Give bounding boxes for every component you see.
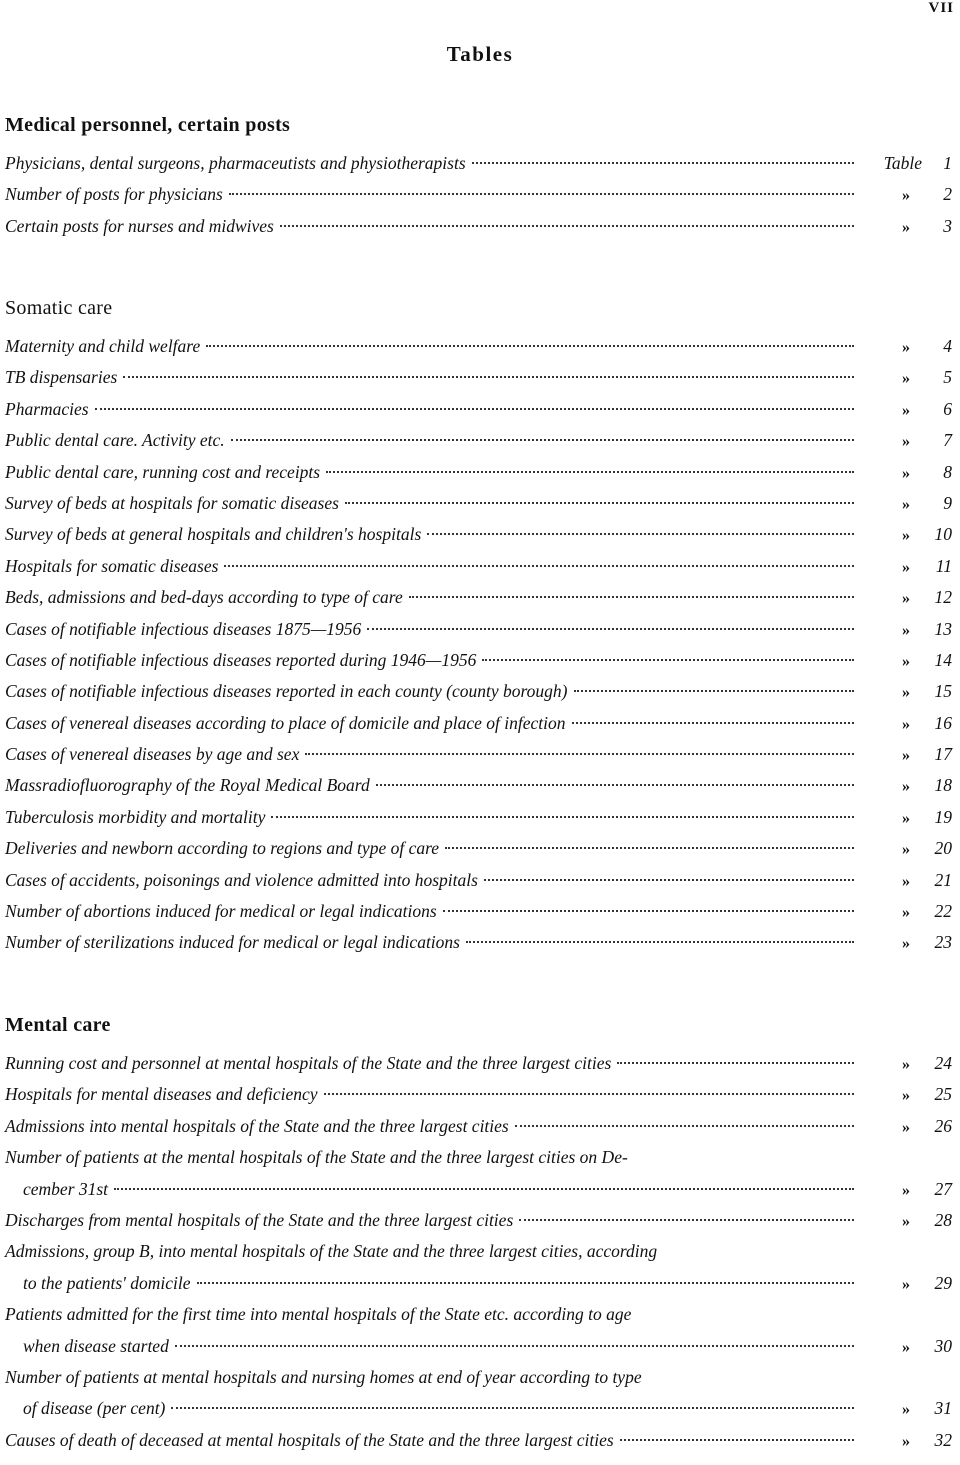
- toc-entry: [0, 457, 960, 488]
- toc-entry: [0, 582, 960, 613]
- toc-entry: [0, 676, 960, 707]
- ditto-mark: »: [902, 218, 910, 236]
- dot-leader: [445, 847, 854, 849]
- dot-leader: [574, 690, 855, 692]
- toc-entry: [0, 1299, 960, 1362]
- table-number: 31: [934, 1398, 952, 1419]
- table-number: 5: [943, 367, 952, 388]
- dot-leader: [484, 879, 854, 881]
- dot-leader: [271, 816, 854, 818]
- ditto-mark: »: [902, 904, 910, 922]
- table-reference: [860, 676, 952, 708]
- dot-leader: [231, 439, 854, 441]
- toc-entry: [0, 1111, 960, 1142]
- ditto-mark: »: [902, 809, 910, 827]
- ditto-mark: »: [902, 370, 910, 388]
- table-reference: [860, 148, 952, 179]
- table-number: 1: [943, 153, 952, 173]
- dot-leader: [345, 502, 854, 504]
- entry-title: Admissions, group B, into mental hospitals of the State and the three largest cities, according: [5, 1241, 658, 1262]
- dot-leader: [620, 1439, 854, 1441]
- table-reference: [860, 1205, 952, 1237]
- table-number: 6: [943, 398, 952, 419]
- ditto-mark: »: [902, 935, 910, 953]
- dot-leader: [175, 1345, 854, 1347]
- section-heading: Mental care: [5, 1014, 111, 1036]
- table-number: 13: [934, 618, 952, 639]
- table-number: 21: [934, 869, 952, 890]
- entry-title: Pharmacies: [5, 398, 89, 419]
- entry-title: Cases of accidents, poisonings and violence admitted into hospitals: [5, 869, 478, 890]
- ditto-mark: »: [902, 464, 910, 482]
- ditto-mark: »: [902, 1432, 910, 1450]
- table-reference: [860, 1111, 952, 1143]
- toc-entry: [0, 1205, 960, 1236]
- table-reference: [860, 927, 952, 959]
- table-number: 10: [934, 524, 952, 545]
- toc-entry: [0, 739, 960, 770]
- entry-title: Cases of notifiable infectious diseases reported in each county (county borough): [5, 681, 568, 702]
- table-number: 17: [934, 744, 952, 765]
- entry-title: Discharges from mental hospitals of the State and the three largest cities: [5, 1209, 514, 1230]
- toc-entry: [0, 1079, 960, 1110]
- table-number: 20: [934, 838, 952, 859]
- toc-list: [0, 1048, 960, 1456]
- table-number: 27: [934, 1178, 952, 1199]
- dot-leader: [572, 722, 854, 724]
- ditto-mark: »: [902, 1338, 910, 1356]
- table-number: 18: [934, 775, 952, 796]
- section-mental-care: [0, 1010, 960, 1456]
- dot-leader: [224, 565, 854, 567]
- toc-entry: [0, 833, 960, 864]
- dot-leader: [305, 753, 854, 755]
- table-reference: [860, 551, 952, 583]
- dot-leader: [443, 910, 854, 912]
- toc-entry: [0, 1425, 960, 1456]
- table-number: 15: [934, 681, 952, 702]
- table-number: 12: [934, 587, 952, 608]
- toc-entry: [0, 362, 960, 393]
- toc-entry: [0, 802, 960, 833]
- ditto-mark: »: [902, 558, 910, 576]
- table-reference: [860, 1048, 952, 1080]
- entry-title: Survey of beds at hospitals for somatic diseases: [5, 492, 339, 513]
- toc-entry: [0, 148, 960, 179]
- entry-title: Number of patients at the mental hospitals of the State and the three largest cities on De-: [5, 1147, 628, 1168]
- dot-leader: [367, 628, 854, 630]
- entry-title-continuation: when disease started: [23, 1335, 169, 1356]
- dot-leader: [409, 596, 854, 598]
- dot-leader: [427, 533, 854, 535]
- dot-leader: [482, 659, 854, 661]
- entry-title: Massradiofluorography of the Royal Medical Board: [5, 775, 370, 796]
- entry-title: Public dental care. Activity etc.: [5, 430, 225, 451]
- toc-entry: [0, 1048, 960, 1079]
- section-heading: Medical personnel, certain posts: [5, 114, 291, 136]
- page-number: VII: [928, 0, 954, 16]
- ditto-mark: »: [902, 872, 910, 890]
- entry-title: Maternity and child welfare: [5, 336, 201, 356]
- table-reference: [860, 1174, 952, 1206]
- entry-title: Cases of notifiable infectious diseases reported during 1946—1956: [5, 649, 477, 670]
- ditto-mark: »: [902, 401, 910, 419]
- table-reference: [860, 1393, 952, 1425]
- table-reference: [860, 708, 952, 740]
- table-label: Table: [883, 153, 922, 173]
- table-reference: [860, 1331, 952, 1363]
- table-reference: [860, 362, 952, 394]
- dot-leader: [515, 1125, 854, 1127]
- toc-entry: [0, 614, 960, 645]
- entry-title: Public dental care, running cost and receipts: [5, 461, 321, 482]
- toc-list: [0, 148, 960, 242]
- entry-title: Survey of beds at general hospitals and children's hospitals: [5, 524, 422, 545]
- toc-entry: [0, 179, 960, 210]
- entry-title: TB dispensaries: [5, 367, 118, 388]
- table-number: 24: [934, 1053, 952, 1073]
- table-number: 28: [934, 1209, 952, 1230]
- entry-title: Cases of notifiable infectious diseases 1875—1956: [5, 618, 362, 639]
- table-reference: [860, 331, 952, 363]
- toc-entry: [0, 488, 960, 519]
- ditto-mark: »: [902, 339, 910, 356]
- toc-entry: [0, 331, 960, 362]
- dot-leader: [114, 1188, 854, 1190]
- ditto-mark: »: [902, 187, 910, 205]
- entry-title: Number of posts for physicians: [5, 184, 223, 205]
- table-number: 14: [934, 649, 952, 670]
- ditto-mark: »: [902, 1212, 910, 1230]
- table-reference: [860, 179, 952, 211]
- section-medical-personnel: [0, 110, 960, 242]
- table-number: 3: [943, 215, 952, 236]
- dot-leader: [326, 471, 854, 473]
- entry-title: Hospitals for mental diseases and deficiency: [5, 1084, 318, 1105]
- ditto-mark: »: [902, 527, 910, 545]
- dot-leader: [280, 225, 854, 227]
- dot-leader: [229, 193, 854, 195]
- entry-title: Number of patients at mental hospitals and nursing homes at end of year according to type: [5, 1366, 642, 1387]
- toc-entry: [0, 1236, 960, 1299]
- dot-leader: [472, 162, 854, 164]
- table-reference: [860, 802, 952, 834]
- ditto-mark: »: [902, 1118, 910, 1136]
- dot-leader: [197, 1282, 854, 1284]
- entry-title: Patients admitted for the first time into mental hospitals of the State etc. according to age: [5, 1304, 632, 1325]
- table-reference: [860, 425, 952, 457]
- table-number: 30: [934, 1335, 952, 1356]
- entry-title: Cases of venereal diseases according to place of domicile and place of infection: [5, 712, 566, 733]
- entry-title: Cases of venereal diseases by age and sex: [5, 744, 300, 765]
- toc-entry: [0, 425, 960, 456]
- entry-title: Number of abortions induced for medical or legal indications: [5, 901, 437, 922]
- table-number: 11: [935, 555, 952, 576]
- ditto-mark: »: [902, 495, 910, 513]
- table-number: 16: [934, 712, 952, 733]
- table-reference: [860, 1425, 952, 1457]
- ditto-mark: »: [902, 1181, 910, 1199]
- entry-title: Beds, admissions and bed-days according to type of care: [5, 587, 403, 608]
- ditto-mark: »: [902, 1087, 910, 1105]
- table-reference: [860, 896, 952, 928]
- toc-entry: [0, 551, 960, 582]
- dot-leader: [95, 408, 854, 410]
- table-reference: [860, 614, 952, 646]
- ditto-mark: »: [902, 590, 910, 608]
- toc-entry: [0, 927, 960, 958]
- table-number: 22: [934, 901, 952, 922]
- table-reference: [860, 770, 952, 802]
- toc-entry: [0, 519, 960, 550]
- table-number: 25: [934, 1084, 952, 1105]
- dot-leader: [617, 1062, 854, 1064]
- ditto-mark: »: [902, 652, 910, 670]
- table-number: 7: [943, 430, 952, 451]
- table-number: 23: [934, 932, 952, 953]
- ditto-mark: »: [902, 684, 910, 702]
- toc-entry: [0, 896, 960, 927]
- dot-leader: [519, 1219, 854, 1221]
- dot-leader: [206, 345, 854, 347]
- entry-title-continuation: cember 31st: [23, 1178, 109, 1199]
- table-reference: [860, 645, 952, 677]
- table-reference: [860, 1268, 952, 1300]
- ditto-mark: »: [902, 747, 910, 765]
- dot-leader: [123, 376, 854, 378]
- ditto-mark: »: [902, 1056, 910, 1073]
- table-number: 4: [943, 336, 952, 356]
- table-number: 29: [934, 1272, 952, 1293]
- entry-title: Admissions into mental hospitals of the State and the three largest cities: [5, 1115, 509, 1136]
- table-number: 26: [934, 1115, 952, 1136]
- dot-leader: [171, 1407, 854, 1409]
- page-title: Tables: [446, 42, 514, 66]
- entry-title: Hospitals for somatic diseases: [5, 555, 219, 576]
- table-number: 8: [943, 461, 952, 482]
- table-reference: [860, 833, 952, 865]
- toc-entry: [0, 770, 960, 801]
- ditto-mark: »: [902, 1401, 910, 1419]
- entry-title: Deliveries and newborn according to regions and type of care: [5, 838, 440, 859]
- table-reference: [860, 865, 952, 897]
- toc-entry: [0, 211, 960, 242]
- ditto-mark: »: [902, 433, 910, 451]
- table-reference: [860, 211, 952, 243]
- table-number: 9: [943, 492, 952, 513]
- table-reference: [860, 394, 952, 426]
- table-reference: [860, 739, 952, 771]
- table-reference: [860, 1079, 952, 1111]
- ditto-mark: »: [902, 841, 910, 859]
- entry-title: Physicians, dental surgeons, pharmaceutists and physiotherapists: [5, 153, 466, 173]
- toc-entry: [0, 708, 960, 739]
- dot-leader: [376, 784, 854, 786]
- toc-entry: [0, 394, 960, 425]
- toc-entry: [0, 865, 960, 896]
- table-number: 32: [934, 1429, 952, 1450]
- entry-title: Number of sterilizations induced for medical or legal indications: [5, 932, 460, 953]
- ditto-mark: »: [902, 1275, 910, 1293]
- table-reference: [860, 519, 952, 551]
- table-reference: [860, 457, 952, 489]
- section-heading: Somatic care: [5, 297, 113, 319]
- table-number: 2: [943, 184, 952, 205]
- section-somatic-care: [0, 293, 960, 959]
- ditto-mark: »: [902, 621, 910, 639]
- toc-entry: [0, 1362, 960, 1425]
- entry-title: Tuberculosis morbidity and mortality: [5, 806, 266, 827]
- dot-leader: [324, 1093, 854, 1095]
- table-reference: [860, 582, 952, 614]
- table-reference: [860, 488, 952, 520]
- table-number: 19: [934, 806, 952, 827]
- ditto-mark: »: [902, 715, 910, 733]
- entry-title-continuation: to the patients' domicile: [23, 1272, 191, 1293]
- ditto-mark: »: [902, 778, 910, 796]
- toc-entry: [0, 645, 960, 676]
- toc-list: [0, 331, 960, 959]
- entry-title-continuation: of disease (per cent): [23, 1398, 166, 1419]
- entry-title: Running cost and personnel at mental hospitals of the State and the three largest cities: [5, 1053, 612, 1073]
- dot-leader: [466, 941, 854, 943]
- toc-entry: [0, 1142, 960, 1205]
- entry-title: Certain posts for nurses and midwives: [5, 215, 274, 236]
- entry-title: Causes of death of deceased at mental hospitals of the State and the three largest cities: [5, 1429, 614, 1450]
